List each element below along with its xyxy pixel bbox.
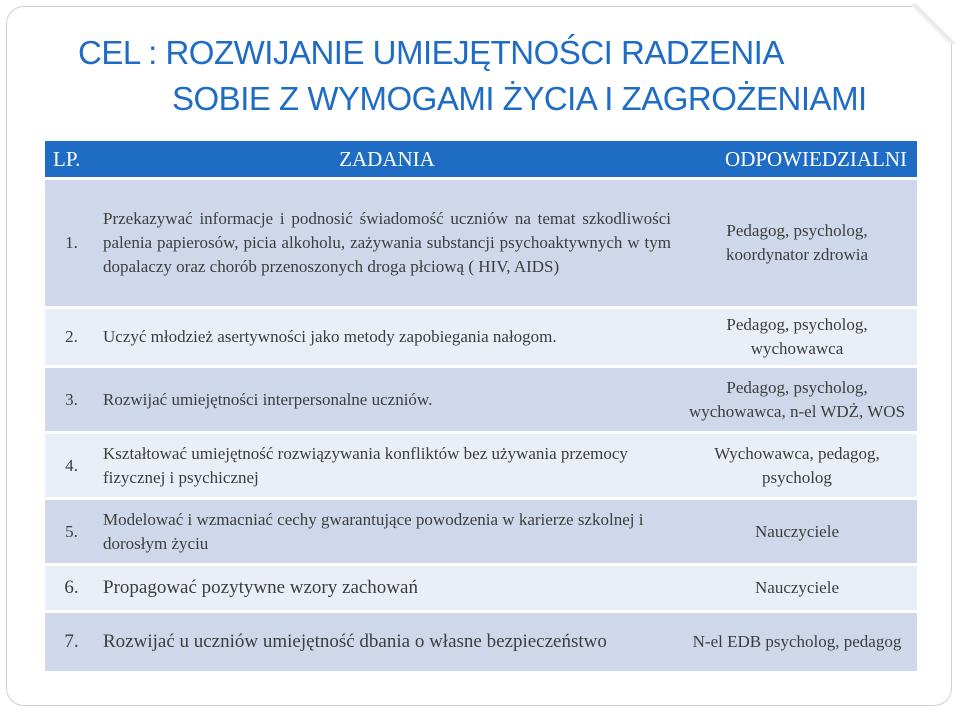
header-lp: LP. — [45, 141, 97, 177]
table-row — [45, 368, 917, 431]
row-number: 1. — [45, 180, 97, 306]
tasks-table — [45, 138, 917, 674]
row-number: 2. — [45, 309, 97, 365]
header-zadania: ZADANIA — [97, 141, 677, 177]
row-task: Propagować pozytywne wzory zachowań — [97, 566, 677, 610]
header-odpowiedzialni: ODPOWIEDZIALNI — [677, 141, 917, 177]
table-row — [45, 309, 917, 365]
row-number: 7. — [45, 613, 97, 671]
title-line-2: SOBIE Z WYMOGAMI ŻYCIA I ZAGROŻENIAMI — [172, 80, 867, 117]
row-responsible: N-el EDB psycholog, pedagog — [677, 613, 917, 671]
table-row — [45, 434, 917, 497]
row-task: Rozwijać umiejętności interpersonalne uczniów. — [97, 368, 677, 431]
row-task: Kształtować umiejętność rozwiązywania konfliktów bez używania przemocy fizycznej i psychicznej — [97, 434, 677, 497]
row-responsible: Wychowawca, pedagog, psycholog — [677, 434, 917, 497]
table-row — [45, 180, 917, 306]
table-header-row — [45, 141, 917, 177]
slide-title — [78, 30, 938, 122]
row-task: Modelować i wzmacniać cechy gwarantujące powodzenia w karierze szkolnej i dorosłym życiu — [97, 500, 677, 563]
table-row — [45, 613, 917, 671]
row-number: 5. — [45, 500, 97, 563]
row-task: Rozwijać u uczniów umiejętność dbania o własne bezpieczeństwo — [97, 613, 677, 671]
row-responsible: Pedagog, psycholog, wychowawca, n-el WDŻ, WOS — [677, 368, 917, 431]
title-line-1: CEL : ROZWIJANIE UMIEJĘTNOŚCI RADZENIA — [78, 34, 784, 71]
row-number: 3. — [45, 368, 97, 431]
row-number: 4. — [45, 434, 97, 497]
row-responsible: Nauczyciele — [677, 566, 917, 610]
table-row — [45, 566, 917, 610]
row-task: Uczyć młodzież asertywności jako metody zapobiegania nałogom. — [97, 309, 677, 365]
table-row — [45, 500, 917, 563]
row-responsible: Pedagog, psycholog, koordynator zdrowia — [677, 180, 917, 306]
row-responsible: Nauczyciele — [677, 500, 917, 563]
row-task: Przekazywać informacje i podnosić świadomość uczniów na temat szkodliwości palenia papierosów, picia alkoholu, zażywania substancji psychoaktywnych w tym dopalaczy oraz chorób przenoszonych droga płciową ( HIV, AIDS) — [97, 180, 677, 306]
row-responsible: Pedagog, psycholog, wychowawca — [677, 309, 917, 365]
row-number: 6. — [45, 566, 97, 610]
